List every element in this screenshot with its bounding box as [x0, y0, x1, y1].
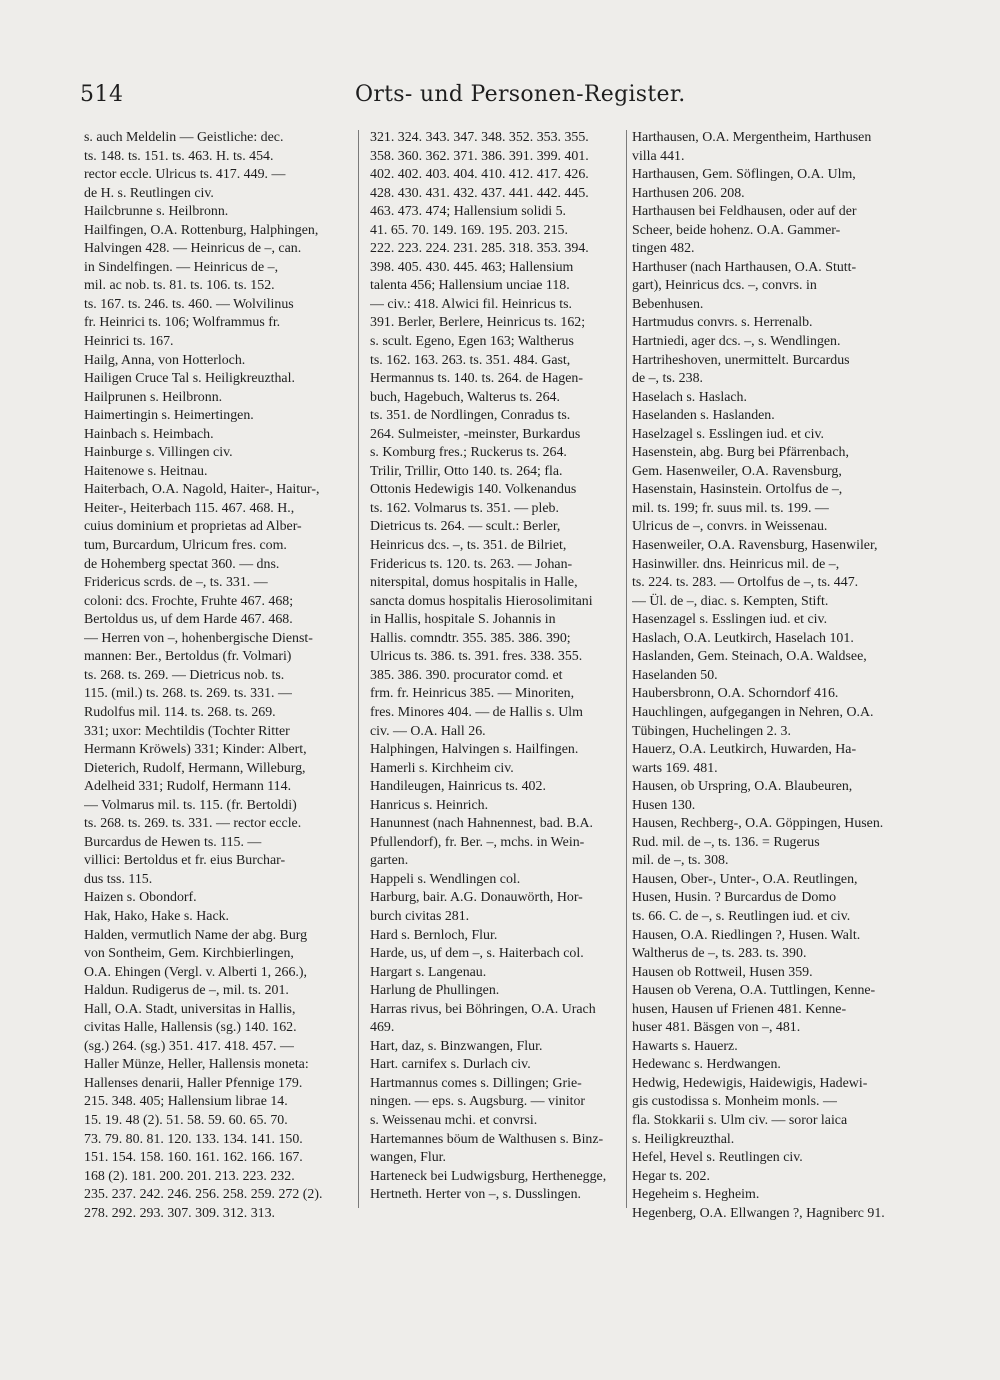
- index-line: Hausen ob Verena, O.A. Tuttlingen, Kenne-: [632, 983, 876, 999]
- index-line: villa 441.: [632, 148, 685, 164]
- index-line: Harburg, bair. A.G. Donauwörth, Hor-: [370, 890, 583, 906]
- index-line: tum, Burcardum, Ulricum fres. com.: [84, 538, 287, 554]
- index-line: Haiterbach, O.A. Nagold, Haiter-, Haitur-,: [84, 482, 320, 498]
- index-line: Hallis. comndtr. 355. 385. 386. 390;: [370, 630, 571, 646]
- index-line: 115. (mil.) ts. 268. ts. 269. ts. 331. —: [84, 686, 292, 702]
- index-line: 73. 79. 80. 81. 120. 133. 134. 141. 150.: [84, 1131, 303, 1147]
- index-line: ts. 268. ts. 269. — Dietricus nob. ts.: [84, 667, 285, 683]
- index-line: 385. 386. 390. procurator comd. et: [370, 667, 563, 683]
- index-line: 151. 154. 158. 160. 161. 162. 166. 167.: [84, 1150, 303, 1166]
- index-line: Hailigen Cruce Tal s. Heiligkreuzthal.: [84, 371, 295, 387]
- index-line: Hartniedi, ager dcs. –, s. Wendlingen.: [632, 334, 841, 350]
- index-line: 391. Berler, Berlere, Heinricus ts. 162;: [370, 315, 586, 331]
- index-line: Haselzagel s. Esslingen iud. et civ.: [632, 426, 824, 442]
- index-line: 168 (2). 181. 200. 201. 213. 223. 232.: [84, 1168, 295, 1184]
- index-line: 215. 348. 405; Hallensium librae 14.: [84, 1094, 288, 1110]
- index-line: — Volmarus mil. ts. 115. (fr. Bertoldi): [84, 797, 297, 813]
- index-line: Hauchlingen, aufgegangen in Nehren, O.A.: [632, 704, 874, 720]
- index-line: s. scult. Egeno, Egen 163; Waltherus: [370, 334, 574, 350]
- index-line: 358. 360. 362. 371. 386. 391. 399. 401.: [370, 148, 589, 164]
- index-line: Hasinwiller. dns. Heinricus mil. de –,: [632, 556, 840, 572]
- index-line: Harde, us, uf dem –, s. Haiterbach col.: [370, 946, 584, 962]
- index-line: 428. 430. 431. 432. 437. 441. 442. 445.: [370, 185, 589, 201]
- index-line: Hartmudus convrs. s. Herrenalb.: [632, 315, 813, 331]
- index-line: Hainbach s. Heimbach.: [84, 426, 214, 442]
- index-line: s. Komburg fres.; Ruckerus ts. 264.: [370, 445, 567, 461]
- column-rule-left: [358, 130, 359, 1208]
- index-line: mil. ac nob. ts. 81. ts. 106. ts. 152.: [84, 278, 275, 294]
- index-line: Hausen, O.A. Riedlingen ?, Husen. Walt.: [632, 927, 861, 943]
- index-line: Hausen, Ober-, Unter-, O.A. Reutlingen,: [632, 871, 858, 887]
- index-line: Hegar ts. 202.: [632, 1168, 710, 1184]
- index-line: Dietricus ts. 264. — scult.: Berler,: [370, 519, 561, 535]
- index-line: Harteneck bei Ludwigsburg, Herthenegge,: [370, 1168, 607, 1184]
- index-line: ts. 162. 163. 263. ts. 351. 484. Gast,: [370, 352, 571, 368]
- index-line: Hart, daz, s. Binzwangen, Flur.: [370, 1038, 543, 1054]
- index-line: mannen: Ber., Bertoldus (fr. Volmari): [84, 649, 292, 665]
- index-line: Haldun. Rudigerus de –, mil. ts. 201.: [84, 983, 289, 999]
- index-line: Hedewanc s. Herdwangen.: [632, 1057, 781, 1073]
- index-line: Hailg, Anna, von Hotterloch.: [84, 352, 246, 368]
- index-line: 469.: [370, 1020, 395, 1036]
- index-line: fla. Stokkarii s. Ulm civ. — soror laica: [632, 1112, 848, 1128]
- index-line: Halphingen, Halvingen s. Hailfingen.: [370, 742, 579, 758]
- index-line: Hermannus ts. 140. ts. 264. de Hagen-: [370, 371, 583, 387]
- index-line: in Sindelfingen. — Heinricus de –,: [84, 259, 279, 275]
- column-rule-right: [626, 130, 627, 1208]
- index-line: 331; uxor: Mechtildis (Tochter Ritter: [84, 723, 290, 739]
- index-line: Harthuser (nach Harthausen, O.A. Stutt-: [632, 259, 857, 275]
- index-line: Ottonis Hedewigis 140. Volkenandus: [370, 482, 577, 498]
- index-line: Harthausen, Gem. Söflingen, O.A. Ulm,: [632, 167, 856, 183]
- index-line: Hard s. Bernloch, Flur.: [370, 927, 498, 943]
- index-line: tingen 482.: [632, 241, 695, 257]
- index-line: Hailprunen s. Heilbronn.: [84, 389, 223, 405]
- index-line: Heinricus dcs. –, ts. 351. de Bilriet,: [370, 538, 567, 554]
- index-line: buch, Hagebuch, Walterus ts. 264.: [370, 389, 560, 405]
- index-line: mil. de –, ts. 308.: [632, 853, 729, 869]
- index-line: Adelheid 331; Rudolf, Hermann 114.: [84, 779, 292, 795]
- index-line: Ulricus ts. 386. ts. 391. fres. 338. 355.: [370, 649, 583, 665]
- index-line: in Hallis, hospitale S. Johannis in: [370, 612, 556, 628]
- index-line: rector eccle. Ulricus ts. 417. 449. —: [84, 167, 286, 183]
- index-line: Hauerz, O.A. Leutkirch, Huwarden, Ha-: [632, 742, 857, 758]
- index-line: 41. 65. 70. 149. 169. 195. 203. 215.: [370, 222, 568, 238]
- index-line: Harlung de Phullingen.: [370, 983, 500, 999]
- index-line: von Sontheim, Gem. Kirchbierlingen,: [84, 946, 294, 962]
- index-line: ts. 167. ts. 246. ts. 460. — Wolvilinus: [84, 296, 294, 312]
- index-line: 235. 237. 242. 246. 256. 258. 259. 272 (2).: [84, 1187, 323, 1203]
- index-line: Hausen, ob Urspring, O.A. Blaubeuren,: [632, 779, 853, 795]
- index-line: Gem. Hasenweiler, O.A. Ravensburg,: [632, 463, 842, 479]
- index-line: s. Heiligkreuzthal.: [632, 1131, 735, 1147]
- index-line: Fridericus ts. 120. ts. 263. — Johan-: [370, 556, 573, 572]
- index-line: Haller Münze, Heller, Hallensis moneta:: [84, 1057, 309, 1073]
- index-line: Haizen s. Obondorf.: [84, 890, 197, 906]
- index-line: de –, ts. 238.: [632, 371, 703, 387]
- index-line: ts. 268. ts. 269. ts. 331. — rector eccle.: [84, 816, 302, 832]
- index-line: — civ.: 418. Alwici fil. Heinricus ts.: [370, 296, 573, 312]
- index-line: Hermann Kröwels) 331; Kinder: Albert,: [84, 742, 307, 758]
- index-line: Haitenowe s. Heitnau.: [84, 463, 208, 479]
- index-line: Waltherus de –, ts. 283. ts. 390.: [632, 946, 807, 962]
- index-line: Hausen, Rechberg-, O.A. Göppingen, Husen.: [632, 816, 884, 832]
- index-line: — Herren von –, hohenbergische Dienst-: [84, 630, 313, 646]
- index-line: huser 481. Bäsgen von –, 481.: [632, 1020, 801, 1036]
- index-line: Bertoldus us, uf dem Harde 467. 468.: [84, 612, 293, 628]
- index-line: Rudolfus mil. 114. ts. 268. ts. 269.: [84, 704, 276, 720]
- index-line: Hanunnest (nach Hahnennest, bad. B.A.: [370, 816, 593, 832]
- index-line: 264. Sulmeister, -meinster, Burkardus: [370, 426, 581, 442]
- index-line: — Ül. de –, diac. s. Kempten, Stift.: [632, 593, 829, 609]
- index-line: fres. Minores 404. — de Hallis s. Ulm: [370, 704, 583, 720]
- index-line: garten.: [370, 853, 409, 869]
- index-line: cuius dominium et proprietas ad Alber-: [84, 519, 302, 535]
- index-line: civitas Halle, Hallensis (sg.) 140. 162.: [84, 1020, 297, 1036]
- index-line: Hainburge s. Villingen civ.: [84, 445, 233, 461]
- page-number: 514: [80, 82, 124, 107]
- index-line: dus tss. 115.: [84, 871, 153, 887]
- index-line: Hausen ob Rottweil, Husen 359.: [632, 964, 813, 980]
- index-line: Husen 130.: [632, 797, 696, 813]
- index-line: de Hohemberg spectat 360. — dns.: [84, 556, 280, 572]
- index-line: Harthausen bei Feldhausen, oder auf der: [632, 204, 857, 220]
- index-line: Halvingen 428. — Heinricus de –, can.: [84, 241, 302, 257]
- index-line: Hamerli s. Kirchheim civ.: [370, 760, 514, 776]
- index-line: sancta domus hospitalis Hierosolimitani: [370, 593, 593, 609]
- index-line: Bebenhusen.: [632, 296, 704, 312]
- index-line: s. Weissenau mchi. et convrsi.: [370, 1112, 538, 1128]
- index-line: gis custodissa s. Monheim monls. —: [632, 1094, 837, 1110]
- index-line: Hertneth. Herter von –, s. Dusslingen.: [370, 1187, 582, 1203]
- index-line: ts. 162. Volmarus ts. 351. — pleb.: [370, 500, 559, 516]
- index-line: villici: Bertoldus et fr. eius Burchar-: [84, 853, 286, 869]
- index-line: talenta 456; Hallensium unciae 118.: [370, 278, 570, 294]
- index-line: s. auch Meldelin — Geistliche: dec.: [84, 130, 284, 145]
- index-line: Hedwig, Hedewigis, Haidewigis, Hadewi-: [632, 1075, 868, 1091]
- index-line: Halden, vermutlich Name der abg. Burg: [84, 927, 308, 943]
- index-line: ts. 148. ts. 151. ts. 463. H. ts. 454.: [84, 148, 274, 164]
- index-line: niterspital, domus hospitalis in Halle,: [370, 575, 578, 591]
- index-line: wangen, Flur.: [370, 1150, 447, 1166]
- index-line: Fridericus scrds. de –, ts. 331. —: [84, 575, 268, 591]
- index-line: O.A. Ehingen (Vergl. v. Alberti 1, 266.),: [84, 964, 307, 980]
- index-line: 15. 19. 48 (2). 51. 58. 59. 60. 65. 70.: [84, 1112, 288, 1128]
- index-line: Haubersbronn, O.A. Schorndorf 416.: [632, 686, 839, 702]
- index-line: 278. 292. 293. 307. 309. 312. 313.: [84, 1205, 275, 1221]
- index-line: Dieterich, Rudolf, Hermann, Willeburg,: [84, 760, 306, 776]
- index-line: 321. 324. 343. 347. 348. 352. 353. 355.: [370, 130, 589, 145]
- index-line: 463. 473. 474; Hallensium solidi 5.: [370, 204, 567, 220]
- index-line: Hegenberg, O.A. Ellwangen ?, Hagniberc 91.: [632, 1205, 885, 1221]
- index-line: Hasenweiler, O.A. Ravensburg, Hasenwiler,: [632, 538, 878, 554]
- index-line: fr. Heinrici ts. 106; Wolframmus fr.: [84, 315, 281, 331]
- index-line: ts. 351. de Nordlingen, Conradus ts.: [370, 408, 571, 424]
- index-column-right: [632, 129, 900, 1223]
- index-line: Harras rivus, bei Böhringen, O.A. Urach: [370, 1001, 596, 1017]
- index-line: Harthausen, O.A. Mergentheim, Harthusen: [632, 130, 872, 145]
- index-line: Heinrici ts. 167.: [84, 334, 174, 350]
- index-line: (sg.) 264. (sg.) 351. 417. 418. 457. —: [84, 1038, 294, 1054]
- index-line: Hegeheim s. Hegheim.: [632, 1187, 760, 1203]
- index-line: Hartriheshoven, unermittelt. Burcardus: [632, 352, 850, 368]
- index-line: Harthusen 206. 208.: [632, 185, 745, 201]
- index-line: Ulricus de –, convrs. in Weissenau.: [632, 519, 828, 535]
- index-line: Hanricus s. Heinrich.: [370, 797, 489, 813]
- index-line: Hart. carnifex s. Durlach civ.: [370, 1057, 531, 1073]
- index-column-left: [84, 129, 350, 1223]
- index-line: Haselach s. Haslach.: [632, 389, 747, 405]
- index-line: Husen, Husin. ? Burcardus de Domo: [632, 890, 837, 906]
- index-line: Haimertingin s. Heimertingen.: [84, 408, 254, 424]
- index-line: Trilir, Trillir, Otto 140. ts. 264; fla.: [370, 463, 563, 479]
- index-line: Hailfingen, O.A. Rottenburg, Halphingen,: [84, 222, 319, 238]
- index-line: Haslach, O.A. Leutkirch, Haselach 101.: [632, 630, 854, 646]
- index-line: 222. 223. 224. 231. 285. 318. 353. 394.: [370, 241, 589, 257]
- index-line: 402. 402. 403. 404. 410. 412. 417. 426.: [370, 167, 589, 183]
- index-line: ts. 66. C. de –, s. Reutlingen iud. et civ.: [632, 908, 851, 924]
- index-line: coloni: dcs. Frochte, Fruhte 467. 468;: [84, 593, 294, 609]
- index-line: burch civitas 281.: [370, 908, 470, 924]
- running-head: Orts- und Personen-Register.: [355, 82, 686, 107]
- index-line: Burcardus de Hewen ts. 115. —: [84, 834, 262, 850]
- index-line: Rud. mil. de –, ts. 136. = Rugerus: [632, 834, 820, 850]
- index-line: Hartmannus comes s. Dillingen; Grie-: [370, 1075, 582, 1091]
- index-line: frm. fr. Heinricus 385. — Minoriten,: [370, 686, 575, 702]
- index-line: husen, Hausen uf Frienen 481. Kenne-: [632, 1001, 847, 1017]
- index-line: mil. ts. 199; fr. suus mil. ts. 199. —: [632, 500, 829, 516]
- index-line: ningen. — eps. s. Augsburg. — vinitor: [370, 1094, 586, 1110]
- index-line: Scheer, beide hohenz. O.A. Gammer-: [632, 222, 841, 238]
- index-line: gart), Heinricus dcs. –, convrs. in: [632, 278, 817, 294]
- index-line: Handileugen, Hainricus ts. 402.: [370, 779, 546, 795]
- index-line: civ. — O.A. Hall 26.: [370, 723, 486, 739]
- index-line: Haselanden s. Haslanden.: [632, 408, 775, 424]
- index-line: Heiter-, Heiterbach 115. 467. 468. H.,: [84, 500, 295, 516]
- index-line: Hall, O.A. Stadt, universitas in Hallis,: [84, 1001, 296, 1017]
- index-line: ts. 224. ts. 283. — Ortolfus de –, ts. 447.: [632, 575, 859, 591]
- index-line: Hailcbrunne s. Heilbronn.: [84, 204, 229, 220]
- index-line: Hargart s. Langenau.: [370, 964, 487, 980]
- index-line: Hawarts s. Hauerz.: [632, 1038, 738, 1054]
- index-line: Hasenstein, abg. Burg bei Pfärrenbach,: [632, 445, 849, 461]
- index-line: Hallenses denarii, Haller Pfennige 179.: [84, 1075, 303, 1091]
- index-line: Tübingen, Huchelingen 2. 3.: [632, 723, 791, 739]
- index-line: Hefel, Hevel s. Reutlingen civ.: [632, 1150, 803, 1166]
- index-line: Happeli s. Wendlingen col.: [370, 871, 521, 887]
- index-line: Haselanden 50.: [632, 667, 718, 683]
- index-line: Hartemannes böum de Walthusen s. Binz-: [370, 1131, 604, 1147]
- index-line: warts 169. 481.: [632, 760, 718, 776]
- index-line: Hak, Hako, Hake s. Hack.: [84, 908, 230, 924]
- index-line: Pfullendorf), fr. Ber. –, mchs. in Wein-: [370, 834, 585, 850]
- index-line: Hasenstain, Hasinstein. Ortolfus de –,: [632, 482, 843, 498]
- index-column-middle: [370, 129, 624, 1205]
- index-line: 398. 405. 430. 445. 463; Hallensium: [370, 259, 574, 275]
- index-line: de H. s. Reutlingen civ.: [84, 185, 214, 201]
- index-line: Hasenzagel s. Esslingen iud. et civ.: [632, 612, 828, 628]
- index-line: Haslanden, Gem. Steinach, O.A. Waldsee,: [632, 649, 867, 665]
